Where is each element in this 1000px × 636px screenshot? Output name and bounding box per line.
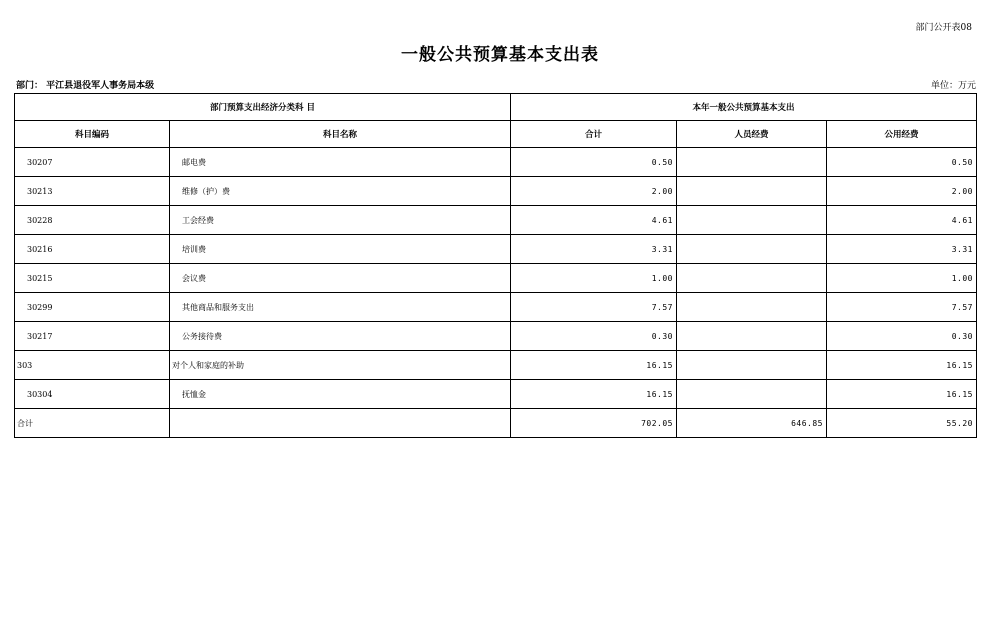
cell-name: 抚恤金 (170, 380, 511, 409)
cell-code: 30213 (15, 177, 170, 206)
form-number: 部门公开表08 (915, 23, 972, 33)
cell-total: 0.30 (511, 322, 677, 351)
cell-personnel (677, 177, 827, 206)
cell-personnel (677, 322, 827, 351)
cell-name: 工会经费 (170, 206, 511, 235)
cell-personnel (677, 148, 827, 177)
table-row (15, 177, 977, 206)
cell-code: 30216 (15, 235, 170, 264)
cell-public: 0.30 (827, 322, 977, 351)
cell-name (170, 409, 511, 438)
table-row (15, 380, 977, 409)
cell-name: 维修（护）费 (170, 177, 511, 206)
column-header-personnel: 人员经费 (677, 121, 827, 148)
unit-label: 单位：万元 (930, 81, 976, 91)
cell-total: 16.15 (511, 351, 677, 380)
cell-public: 3.31 (827, 235, 977, 264)
cell-code: 30304 (15, 380, 170, 409)
cell-personnel (677, 206, 827, 235)
cell-total: 7.57 (511, 293, 677, 322)
table-row (15, 264, 977, 293)
group-header-classification: 部门预算支出经济分类科 目 (15, 94, 511, 121)
cell-name: 培训费 (170, 235, 511, 264)
cell-total: 2.00 (511, 177, 677, 206)
table-row (15, 293, 977, 322)
cell-code: 30207 (15, 148, 170, 177)
cell-total: 1.00 (511, 264, 677, 293)
table-row (15, 148, 977, 177)
cell-code: 30217 (15, 322, 170, 351)
group-header-expenditure: 本年一般公共预算基本支出 (511, 94, 977, 121)
cell-public: 16.15 (827, 380, 977, 409)
cell-public: 16.15 (827, 351, 977, 380)
cell-total: 16.15 (511, 380, 677, 409)
cell-public: 2.00 (827, 177, 977, 206)
budget-table (14, 93, 977, 438)
table-row (15, 235, 977, 264)
cell-total: 4.61 (511, 206, 677, 235)
column-header-public: 公用经费 (827, 121, 977, 148)
cell-name: 会议费 (170, 264, 511, 293)
cell-code: 303 (15, 351, 170, 380)
table-row (15, 322, 977, 351)
cell-total: 3.31 (511, 235, 677, 264)
cell-name: 邮电费 (170, 148, 511, 177)
cell-public: 0.50 (827, 148, 977, 177)
cell-public: 7.57 (827, 293, 977, 322)
column-header-code: 科目编码 (15, 121, 170, 148)
department-label: 部门： 平江县退役军人事务局本级 (16, 81, 155, 91)
cell-personnel: 646.85 (677, 409, 827, 438)
cell-personnel (677, 264, 827, 293)
column-header-name: 科目名称 (170, 121, 511, 148)
table-row (15, 206, 977, 235)
cell-name: 对个人和家庭的补助 (170, 351, 511, 380)
page-title: 一般公共预算基本支出表 (401, 45, 599, 65)
cell-code: 30215 (15, 264, 170, 293)
cell-total: 0.50 (511, 148, 677, 177)
table-row-total (15, 409, 977, 438)
cell-name: 公务接待费 (170, 322, 511, 351)
cell-personnel (677, 293, 827, 322)
cell-personnel (677, 380, 827, 409)
cell-personnel (677, 351, 827, 380)
cell-public: 4.61 (827, 206, 977, 235)
cell-name: 其他商品和服务支出 (170, 293, 511, 322)
cell-public: 55.20 (827, 409, 977, 438)
cell-code: 30228 (15, 206, 170, 235)
cell-personnel (677, 235, 827, 264)
cell-code: 合计 (15, 409, 170, 438)
cell-code: 30299 (15, 293, 170, 322)
table-row-category (15, 351, 977, 380)
column-header-total: 合计 (511, 121, 677, 148)
cell-total: 702.05 (511, 409, 677, 438)
cell-public: 1.00 (827, 264, 977, 293)
